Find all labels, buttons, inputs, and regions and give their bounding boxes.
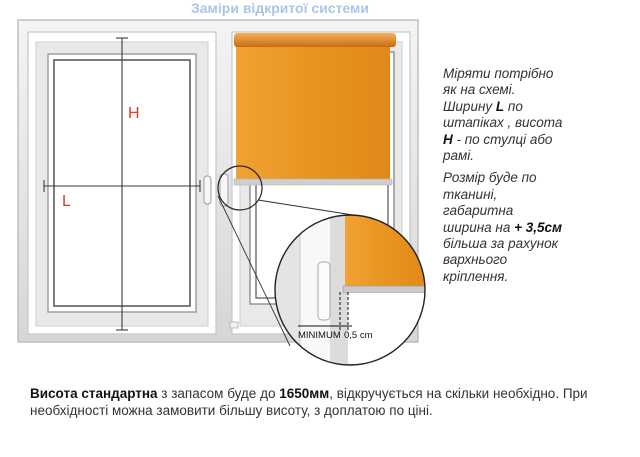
side-note-size: Розмір буде по тканині, габаритна ширина на + 3,5см більша за рахунок вархнього кріплення.	[443, 170, 563, 284]
gap-label: 0,5 cm	[344, 330, 373, 341]
roller-blind	[234, 33, 396, 185]
side-note-measure: Міряти потрібно як на схемі. Ширину L по штапіках , висота H - по стулці або рамі.	[443, 66, 563, 164]
bottom-note: Висота стандартна з запасом буде до 1650мм, відкручується на скільки необхідно. При необхідності можна замовити більшу висоту, з доплатою по ціні.	[30, 386, 588, 418]
handle-left	[204, 176, 211, 204]
side-note	[443, 66, 563, 291]
minimum-label: MINIMUM	[298, 330, 341, 341]
label-h: H	[128, 105, 140, 122]
handle-right	[220, 174, 228, 206]
label-l: L	[62, 193, 71, 210]
page-title: Заміри відкритої системи	[190, 0, 370, 16]
